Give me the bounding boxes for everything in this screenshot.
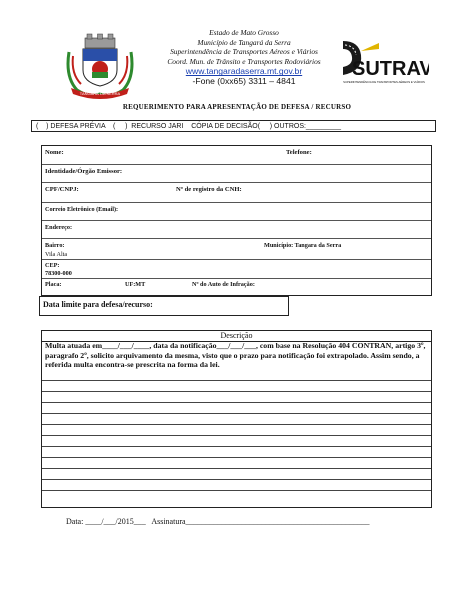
neighborhood-label: Bairro: [45,242,65,249]
form-divider [42,202,431,203]
applicant-form [41,145,432,296]
header-phone: -Fone (0xx65) 3311 – 4841 [192,76,296,87]
email-label: Correio Eletrônico (Email): [45,206,119,213]
cep-label: CEP: [45,262,60,269]
writing-line [42,490,431,491]
cnh-label: Nº de registro da CNH: [176,186,242,193]
description-box [41,330,432,508]
infraction-number-label: Nº do Auto de Infração: [192,281,255,288]
request-type-options[interactable]: ( ) DEFESA PRÉVIA ( ) RECURSO JARI CÓPIA DE DECISÃO( ) OUTROS:_________ [31,120,436,132]
name-label: Nome: [45,149,64,156]
writing-line [42,402,431,403]
description-title: Descrição [42,331,431,342]
sutrav-wordmark: SUTRAV [352,58,429,80]
header-website-link[interactable]: www.tangaradaserra.mt.gov.br [185,66,303,77]
cep-value: 78300-000 [45,270,72,277]
header-state: Estado de Mato Grosso [209,28,279,37]
state-label: UF:MT [125,281,146,288]
writing-line [42,424,431,425]
header-block [142,28,346,86]
form-divider [42,259,431,260]
crest-icon [68,34,132,99]
header-municipality: Município de Tangará da Serra [197,37,291,47]
writing-line [42,391,431,392]
writing-line [42,468,431,469]
writing-line [42,457,431,458]
writing-line [42,479,431,480]
deadline-field[interactable]: Data limite para defesa/recurso: [39,296,289,316]
form-divider [42,182,431,183]
date-signature-line[interactable]: Data: ____/___/2015___ Assinatura______________________________________________ [66,517,370,526]
writing-line [42,380,431,381]
neighborhood-value: Vila Alta [45,251,68,258]
sutrav-logo [339,37,429,92]
city-label: Município: Tangara da Serra [264,242,342,249]
form-divider [42,238,431,239]
writing-line [42,435,431,436]
address-label: Endereço: [45,224,73,231]
phone-label: Telefone: [286,149,312,156]
form-divider [42,278,431,279]
writing-line [42,446,431,447]
writing-line [42,413,431,414]
document-title: REQUERIMENTO PARA APRESENTAÇÃO DE DEFESA / RECURSO [122,103,352,111]
svg-text:TANGARÁ DA SERRA: TANGARÁ DA SERRA [79,91,121,96]
cpf-label: CPF/CNPJ: [45,186,79,193]
identity-label: Identidade/Órgão Emissor: [45,168,123,175]
header-superintendency: Superintendência de Transportes Aéreos e Viários [170,47,318,57]
form-divider [42,164,431,165]
header-coordination: Coord. Mun. de Trânsito e Transportes Rodoviários [167,56,321,66]
municipal-crest [63,32,137,102]
plate-label: Placa: [45,281,62,288]
sutrav-tagline: SUPERINTENDÊNCIA DE TRANSPORTES AÉREOS E VIÁRIOS [343,80,425,84]
form-divider [42,220,431,221]
description-text: Multa atuada em____/___/____, data da notificação___/___/___, com base na Resolução 404 CONTRAN, artigo 3º, paragrafo 2º, solicito arquivamento da mesma, visto que o prazo para notificação foi extrapolado. Assim sendo, a referida multa encontra-se prescrita na forma da lei. [45,341,426,369]
